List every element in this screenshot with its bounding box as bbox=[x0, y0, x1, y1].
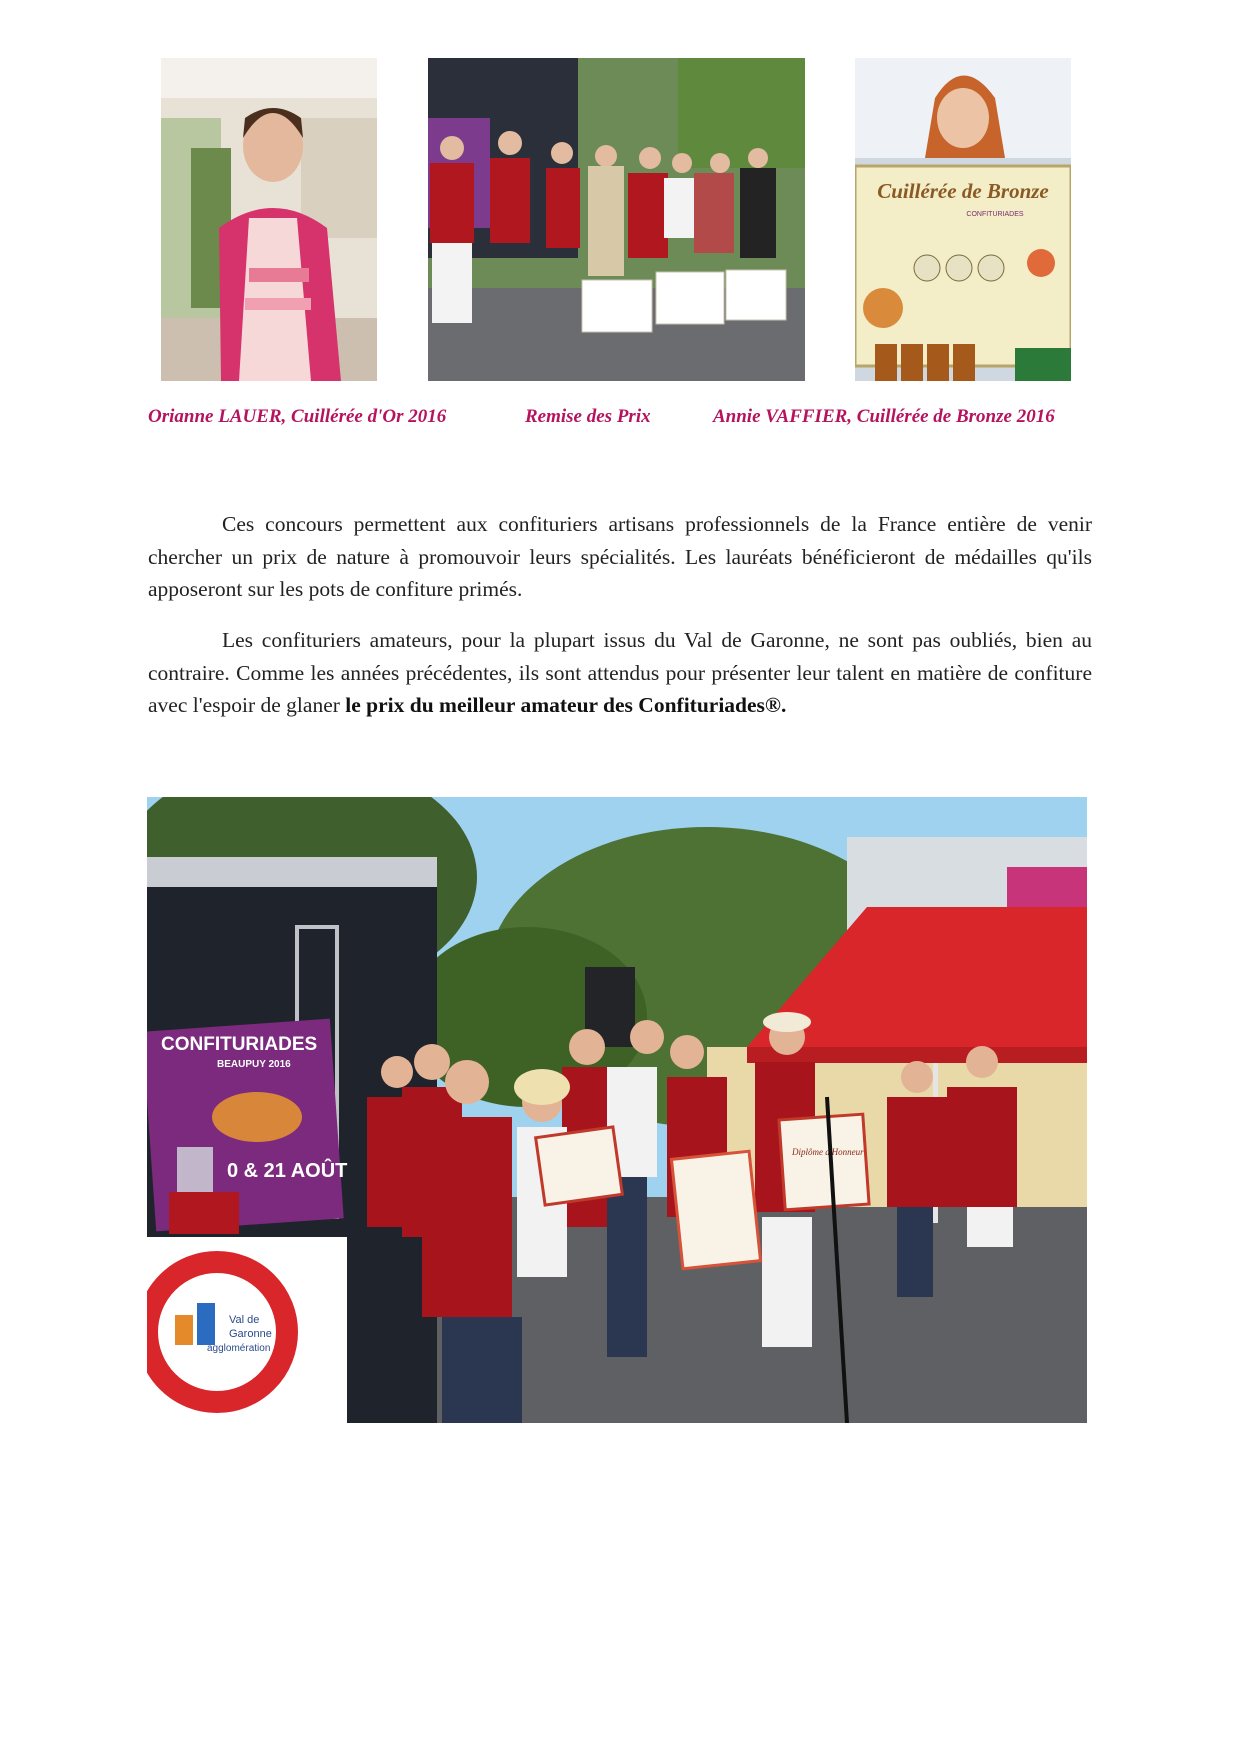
caption-left: Orianne LAUER, Cuillérée d'Or 2016 bbox=[148, 406, 447, 427]
logo-line2: Garonne bbox=[229, 1328, 272, 1340]
certificate-title: Cuillérée de Bronze bbox=[877, 179, 1049, 203]
certificate-brand: CONFITURIADES bbox=[966, 211, 1024, 218]
diploma-label: Diplôme d'Honneur bbox=[792, 1147, 864, 1157]
photo-group-ceremony bbox=[147, 797, 1087, 1423]
logo-line3: agglomération bbox=[207, 1343, 271, 1354]
photo-annie-vaffier bbox=[855, 58, 1071, 381]
photo-orianne-lauer bbox=[161, 58, 377, 381]
paragraph-2-text: Les confituriers amateurs, pour la plupart issus du Val de Garonne, ne sont pas oubliés, bien au contraire. Comme les années précédentes, ils sont attendus pour présenter leur talent en matière de confiture avec l'espoir de glaner bbox=[148, 628, 1092, 717]
caption-center: Remise des Prix bbox=[525, 406, 651, 427]
caption-right: Annie VAFFIER, Cuillérée de Bronze 2016 bbox=[713, 406, 1055, 427]
paragraph-1: Ces concours permettent aux confituriers artisans professionnels de la France entière de venir chercher un prix de nature à promouvoir leurs spécialités. Les lauréats bénéficieront de médailles qu'ils apposeront sur les pots de confiture primés. bbox=[148, 512, 1092, 601]
paragraph-2-bold: le prix du meilleur amateur des Confituriades®. bbox=[345, 693, 787, 717]
photo-remise-des-prix bbox=[428, 58, 805, 381]
poster-date: 0 & 21 AOÛT bbox=[227, 1160, 348, 1182]
val-de-garonne-logo bbox=[147, 1237, 347, 1423]
poster-title: CONFITURIADES bbox=[161, 1034, 318, 1055]
paragraph-2 bbox=[148, 624, 1092, 722]
logo-line1: Val de bbox=[229, 1314, 260, 1326]
poster-subtitle: BEAUPUY 2016 bbox=[217, 1059, 291, 1070]
